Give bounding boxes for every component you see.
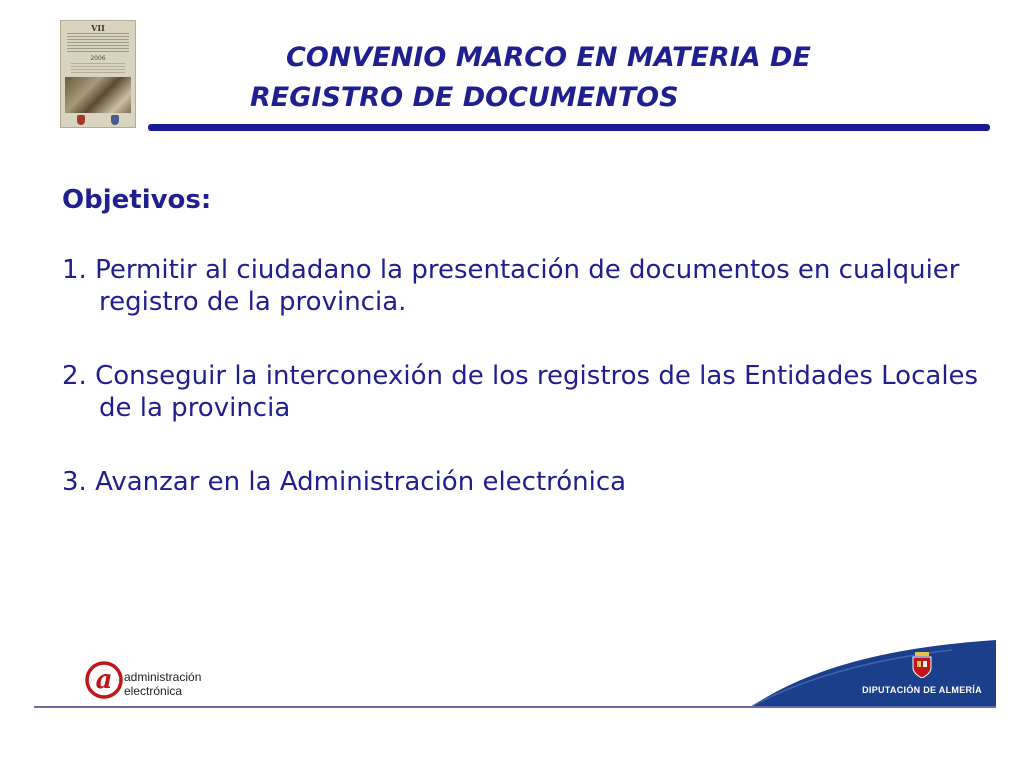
slide-title-line1: CONVENIO MARCO EN MATERIA DE — [286, 42, 811, 73]
objective-item-2: 2. Conseguir la interconexión de los registros de las Entidades Locales de la provincia — [62, 361, 979, 423]
thumbnail-photo — [65, 77, 131, 113]
slide-title — [250, 38, 970, 118]
thumbnail-crest-left-icon — [77, 115, 85, 125]
footer-divider — [34, 706, 996, 708]
thumbnail-roman-numeral: VII — [91, 23, 105, 33]
administracion-electronica-logo — [84, 660, 244, 706]
logo-text-electronica: electrónica — [124, 684, 183, 698]
thumbnail-crest-right-icon — [111, 115, 119, 125]
thumbnail-subtext-block — [71, 63, 125, 75]
objective-item-1: 1. Permitir al ciudadano la presentación de documentos en cualquier registro de la provincia. — [62, 255, 960, 317]
svg-text:a: a — [95, 665, 113, 695]
diputacion-banner — [752, 640, 996, 706]
coat-of-arms-icon — [912, 652, 932, 678]
thumbnail-text-block — [67, 33, 129, 53]
thumbnail-year: 2006 — [90, 55, 106, 62]
objective-item-3: 3. Avanzar en la Administración electrónica — [62, 467, 627, 497]
conference-thumbnail-image — [60, 20, 136, 128]
objectives-heading: Objetivos: — [62, 185, 212, 215]
slide-body — [62, 178, 982, 540]
slide-title-line2: REGISTRO DE DOCUMENTOS — [250, 82, 679, 113]
diputacion-label: DIPUTACIÓN DE ALMERÍA — [862, 685, 982, 695]
logo-text-administracion: administración — [124, 670, 202, 684]
at-sign-icon — [84, 660, 124, 700]
title-underline — [148, 124, 990, 131]
